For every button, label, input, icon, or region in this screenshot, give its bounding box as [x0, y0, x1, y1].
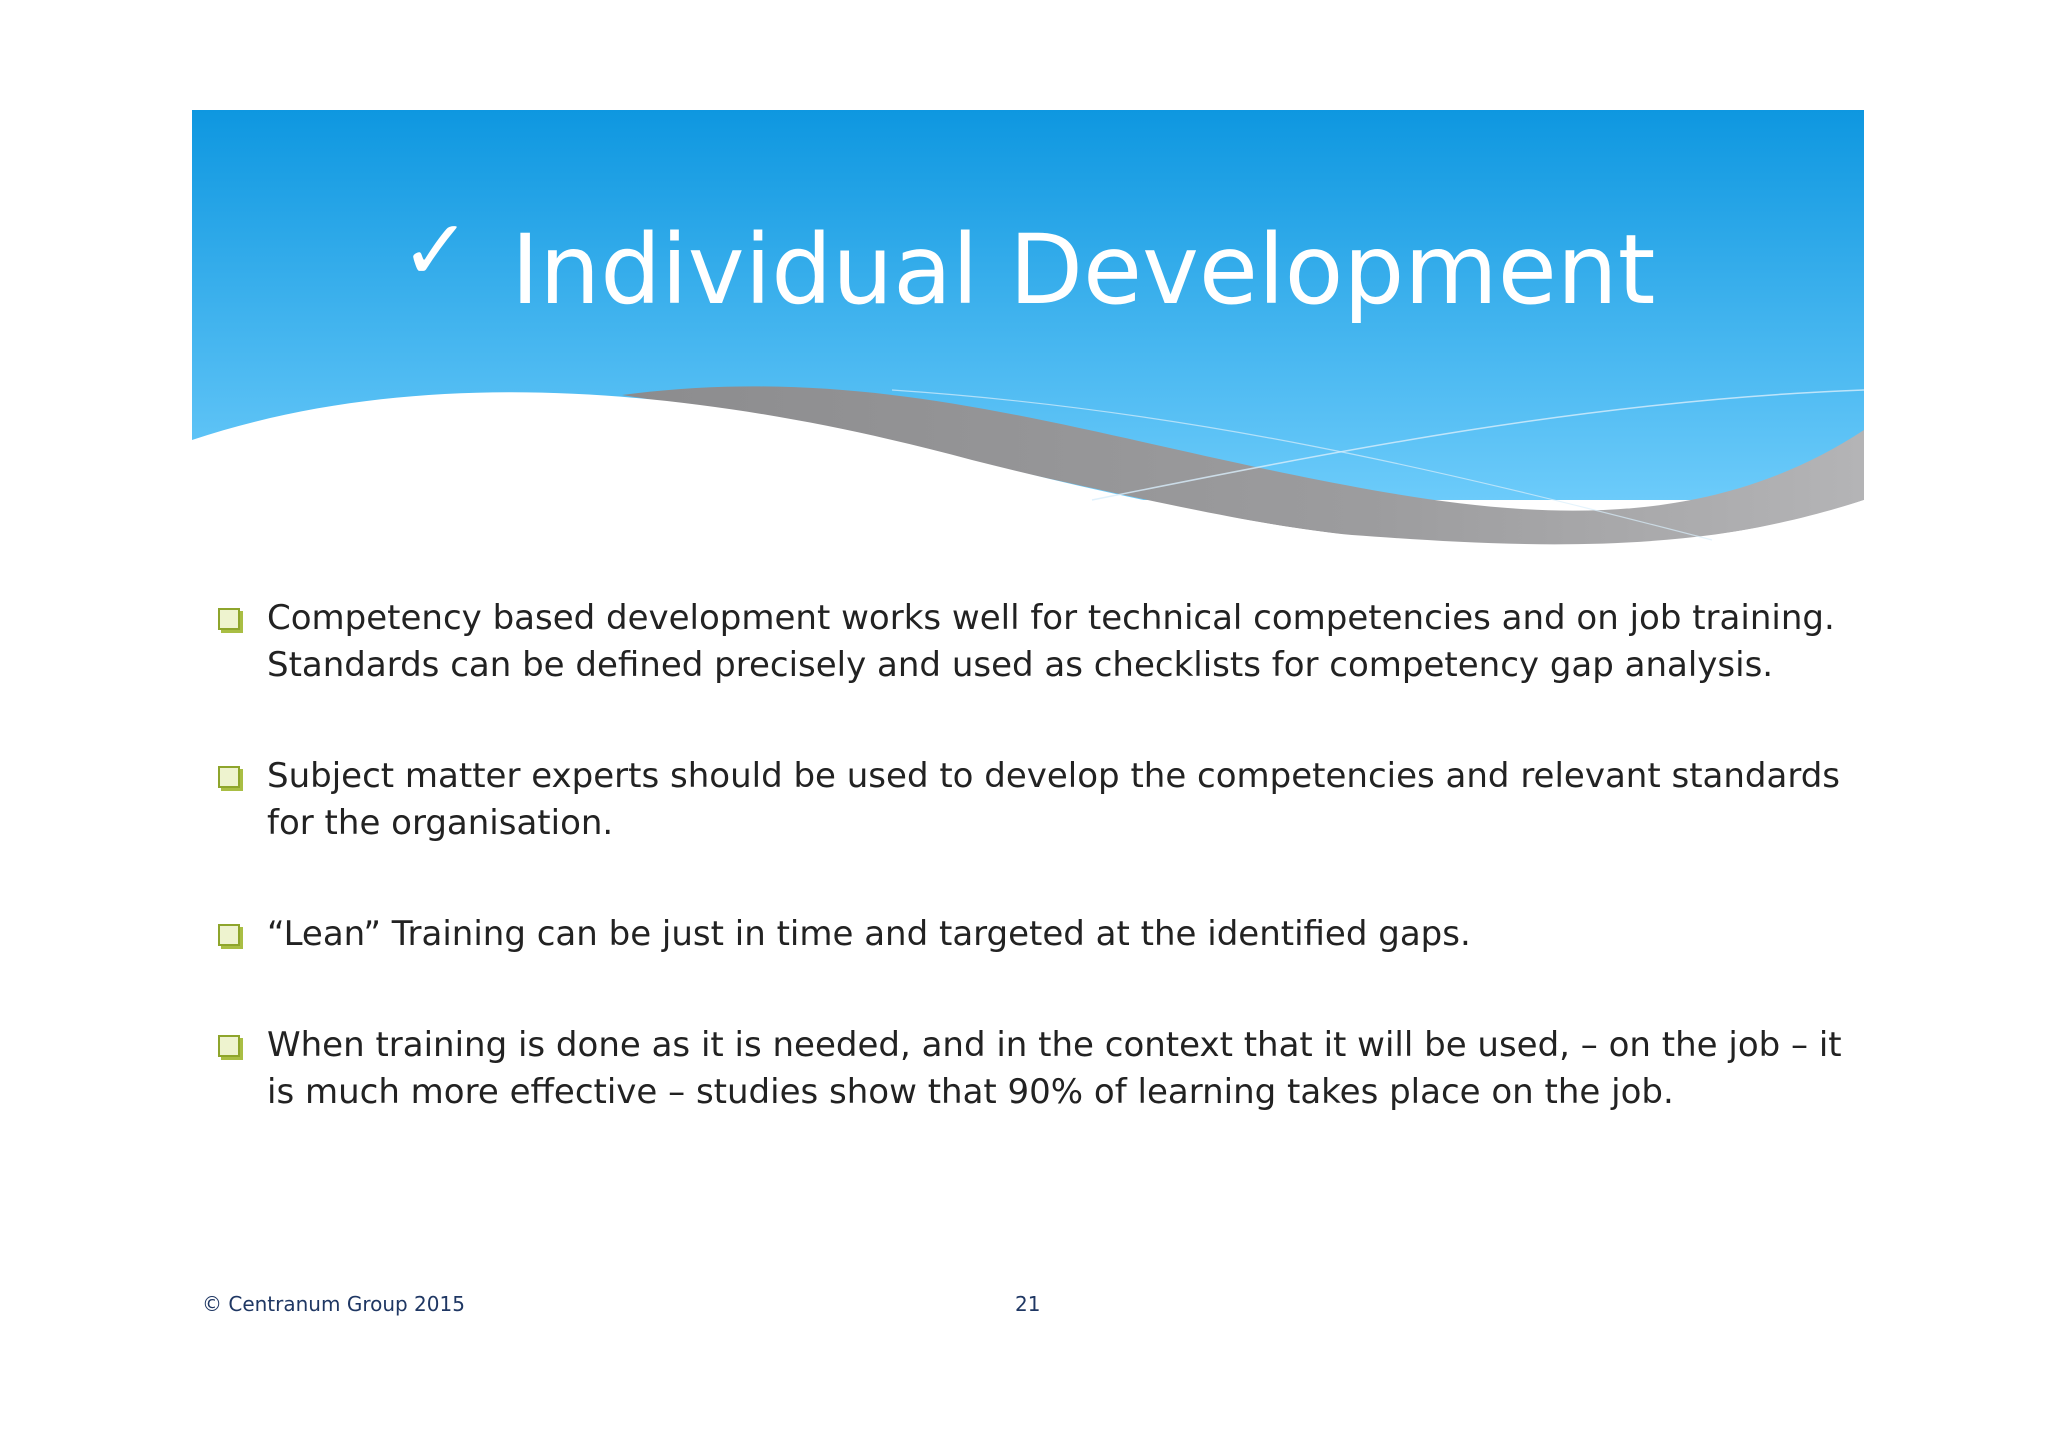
bullet-text: Competency based development works well for technical competencies and on job training. Standards can be defined precisely and used as checklists for competency gap analysis. [267, 598, 1835, 685]
bullet-text: When training is done as it is needed, and in the context that it will be used, – on the job – it is much more effective – studies show that 90% of learning takes place on the job. [267, 1025, 1842, 1112]
title-banner [192, 110, 1864, 560]
checkbox-bullet-icon [218, 924, 240, 946]
page-number: 21 [1015, 1292, 1041, 1316]
checkmark-icon: ✓ [400, 201, 472, 299]
bullet-list [215, 595, 1855, 1180]
checkbox-bullet-icon [218, 608, 240, 630]
bullet-item [215, 1022, 1855, 1116]
bullet-item [215, 911, 1855, 958]
bullet-text: “Lean” Training can be just in time and targeted at the identified gaps. [267, 914, 1471, 954]
checkbox-bullet-icon [218, 1035, 240, 1057]
footer-copyright: © Centranum Group 2015 [202, 1292, 465, 1316]
title-row [192, 190, 1864, 350]
bullet-item [215, 595, 1855, 689]
checkbox-bullet-icon [218, 766, 240, 788]
bullet-text: Subject matter experts should be used to develop the competencies and relevant standards for the organisation. [267, 756, 1840, 843]
bullet-item [215, 753, 1855, 847]
slide-title: Individual Development [511, 214, 1656, 326]
